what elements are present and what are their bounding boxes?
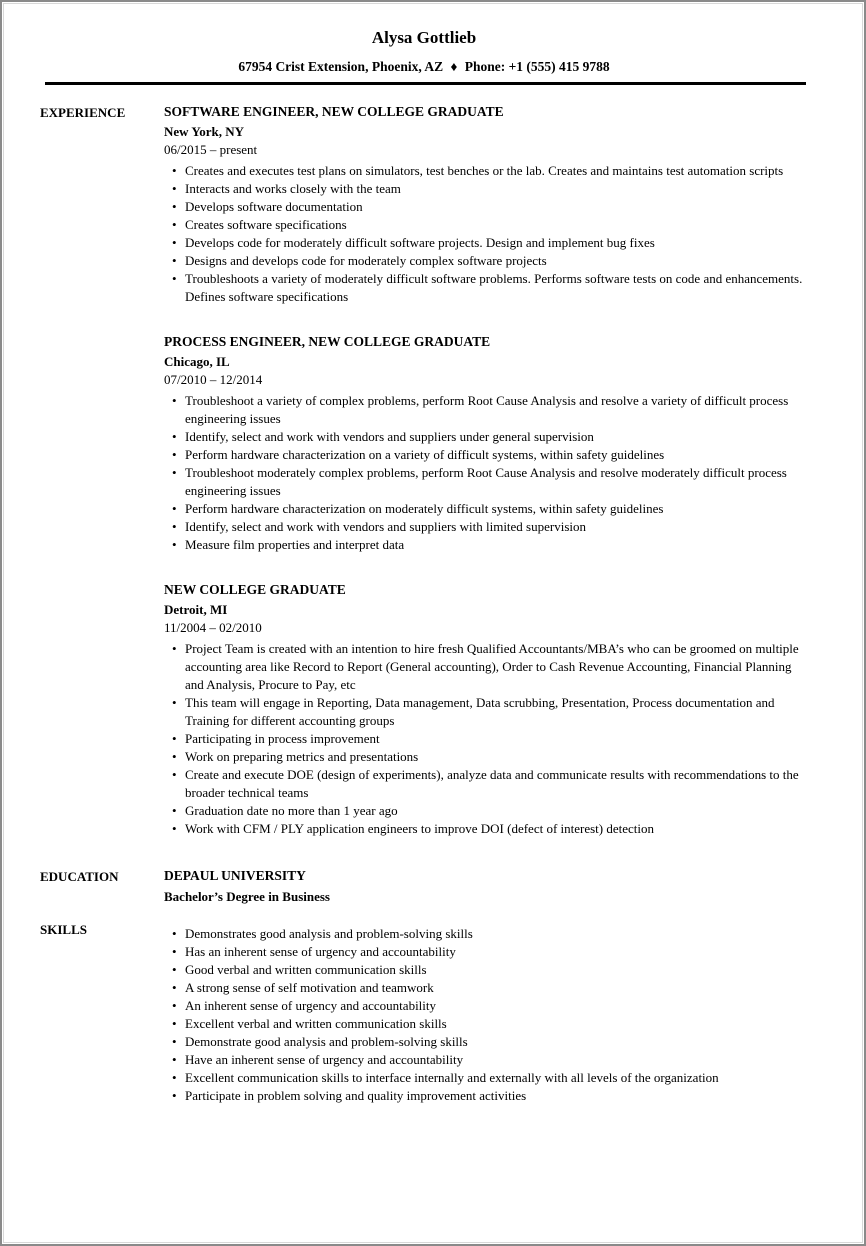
job-bullet-list bbox=[164, 162, 808, 306]
bullet-item: • A strong sense of self motivation and teamwork bbox=[185, 979, 808, 997]
bullet-item: • Create and execute DOE (design of experiments), analyze data and communicate results with recommendations to the broader technical teams bbox=[185, 766, 808, 802]
job-dates: 06/2015 – present bbox=[164, 142, 258, 157]
candidate-name: Alysa Gottlieb bbox=[371, 28, 477, 47]
job-bullet-list bbox=[164, 640, 808, 838]
bullet-item: • Graduation date no more than 1 year ago bbox=[185, 802, 808, 820]
contact-phone: Phone: +1 (555) 415 9788 bbox=[464, 59, 610, 74]
experience-body bbox=[164, 104, 808, 838]
bullet-item: • Identify, select and work with vendors and suppliers under general supervision bbox=[185, 428, 808, 446]
section-education bbox=[40, 868, 808, 905]
bullet-item: • Excellent verbal and written communication skills bbox=[185, 1015, 808, 1033]
job-entry-new-college-graduate bbox=[164, 582, 808, 838]
bullet-item: • Excellent communication skills to interface internally and externally with all levels of the organization bbox=[185, 1069, 808, 1087]
job-entry-process-engineer bbox=[164, 334, 808, 554]
diamond-icon: ♦ bbox=[450, 59, 458, 74]
bullet-item: • Identify, select and work with vendors and suppliers with limited supervision bbox=[185, 518, 808, 536]
contact-address: 67954 Crist Extension, Phoenix, AZ bbox=[238, 59, 444, 74]
bullet-item: • Has an inherent sense of urgency and accountability bbox=[185, 943, 808, 961]
bullet-item: • Develops software documentation bbox=[185, 198, 808, 216]
bullet-item: • Good verbal and written communication skills bbox=[185, 961, 808, 979]
resume-content bbox=[2, 2, 864, 1105]
bullet-item: • Demonstrates good analysis and problem-solving skills bbox=[185, 925, 808, 943]
header-divider bbox=[45, 82, 806, 85]
job-location: Chicago, IL bbox=[164, 354, 230, 369]
job-entry-software-engineer bbox=[164, 104, 808, 306]
bullet-item: • Perform hardware characterization on a variety of difficult systems, within safety guidelines bbox=[185, 446, 808, 464]
bullet-item: • Troubleshoot moderately complex problems, perform Root Cause Analysis and resolve moderately difficult process engineering issues bbox=[185, 464, 808, 500]
bullet-item: • Develops code for moderately difficult software projects. Design and implement bug fixes bbox=[185, 234, 808, 252]
bullet-item: • Troubleshoot a variety of complex problems, perform Root Cause Analysis and resolve a variety of difficult process engineering issues bbox=[185, 392, 808, 428]
bullet-item: • Work on preparing metrics and presentations bbox=[185, 748, 808, 766]
bullet-item: • An inherent sense of urgency and accountability bbox=[185, 997, 808, 1015]
job-title: SOFTWARE ENGINEER, NEW COLLEGE GRADUATE bbox=[164, 104, 504, 119]
bullet-item: • Work with CFM / PLY application engineers to improve DOI (defect of interest) detection bbox=[185, 820, 808, 838]
bullet-item: • Troubleshoots a variety of moderately difficult software problems. Performs software tests on code and enhancements. Defines software specifications bbox=[185, 270, 808, 306]
bullet-item: • Measure film properties and interpret data bbox=[185, 536, 808, 554]
bullet-item: • Participate in problem solving and quality improvement activities bbox=[185, 1087, 808, 1105]
bullet-item: • This team will engage in Reporting, Data management, Data scrubbing, Presentation, Process documentation and Training for different accounting groups bbox=[185, 694, 808, 730]
resume-header bbox=[40, 28, 808, 85]
bullet-item: • Creates and executes test plans on simulators, test benches or the lab. Creates and maintains test automation scripts bbox=[185, 162, 808, 180]
education-label: EDUCATION bbox=[40, 869, 119, 884]
bullet-item: • Interacts and works closely with the team bbox=[185, 180, 808, 198]
job-dates: 11/2004 – 02/2010 bbox=[164, 620, 262, 635]
section-skills bbox=[40, 921, 808, 1105]
bullet-item: • Creates software specifications bbox=[185, 216, 808, 234]
skills-label: SKILLS bbox=[40, 922, 87, 937]
school-name: DEPAUL UNIVERSITY bbox=[164, 868, 306, 883]
job-title: PROCESS ENGINEER, NEW COLLEGE GRADUATE bbox=[164, 334, 491, 349]
job-location: Detroit, MI bbox=[164, 602, 228, 617]
education-body bbox=[164, 868, 808, 905]
skills-bullet-list bbox=[164, 925, 808, 1105]
experience-label: EXPERIENCE bbox=[40, 105, 126, 120]
job-title: NEW COLLEGE GRADUATE bbox=[164, 582, 346, 597]
skills-body bbox=[164, 921, 808, 1105]
degree-name: Bachelor’s Degree in Business bbox=[164, 889, 330, 904]
bullet-item: • Participating in process improvement bbox=[185, 730, 808, 748]
bullet-item: • Have an inherent sense of urgency and accountability bbox=[185, 1051, 808, 1069]
contact-line bbox=[40, 59, 808, 75]
bullet-item: • Designs and develops code for moderately complex software projects bbox=[185, 252, 808, 270]
bullet-item: • Perform hardware characterization on moderately difficult systems, within safety guidelines bbox=[185, 500, 808, 518]
bullet-item: • Project Team is created with an intention to hire fresh Qualified Accountants/MBA’s who can be groomed on multiple accounting area like Record to Report (General accounting), Order to Cash Revenue Accounting, Financial Planning and Analysis, Procure to Pay, etc bbox=[185, 640, 808, 694]
job-location: New York, NY bbox=[164, 124, 245, 139]
job-dates: 07/2010 – 12/2014 bbox=[164, 372, 263, 387]
job-bullet-list bbox=[164, 392, 808, 554]
bullet-item: • Demonstrate good analysis and problem-solving skills bbox=[185, 1033, 808, 1051]
section-experience bbox=[40, 104, 808, 838]
